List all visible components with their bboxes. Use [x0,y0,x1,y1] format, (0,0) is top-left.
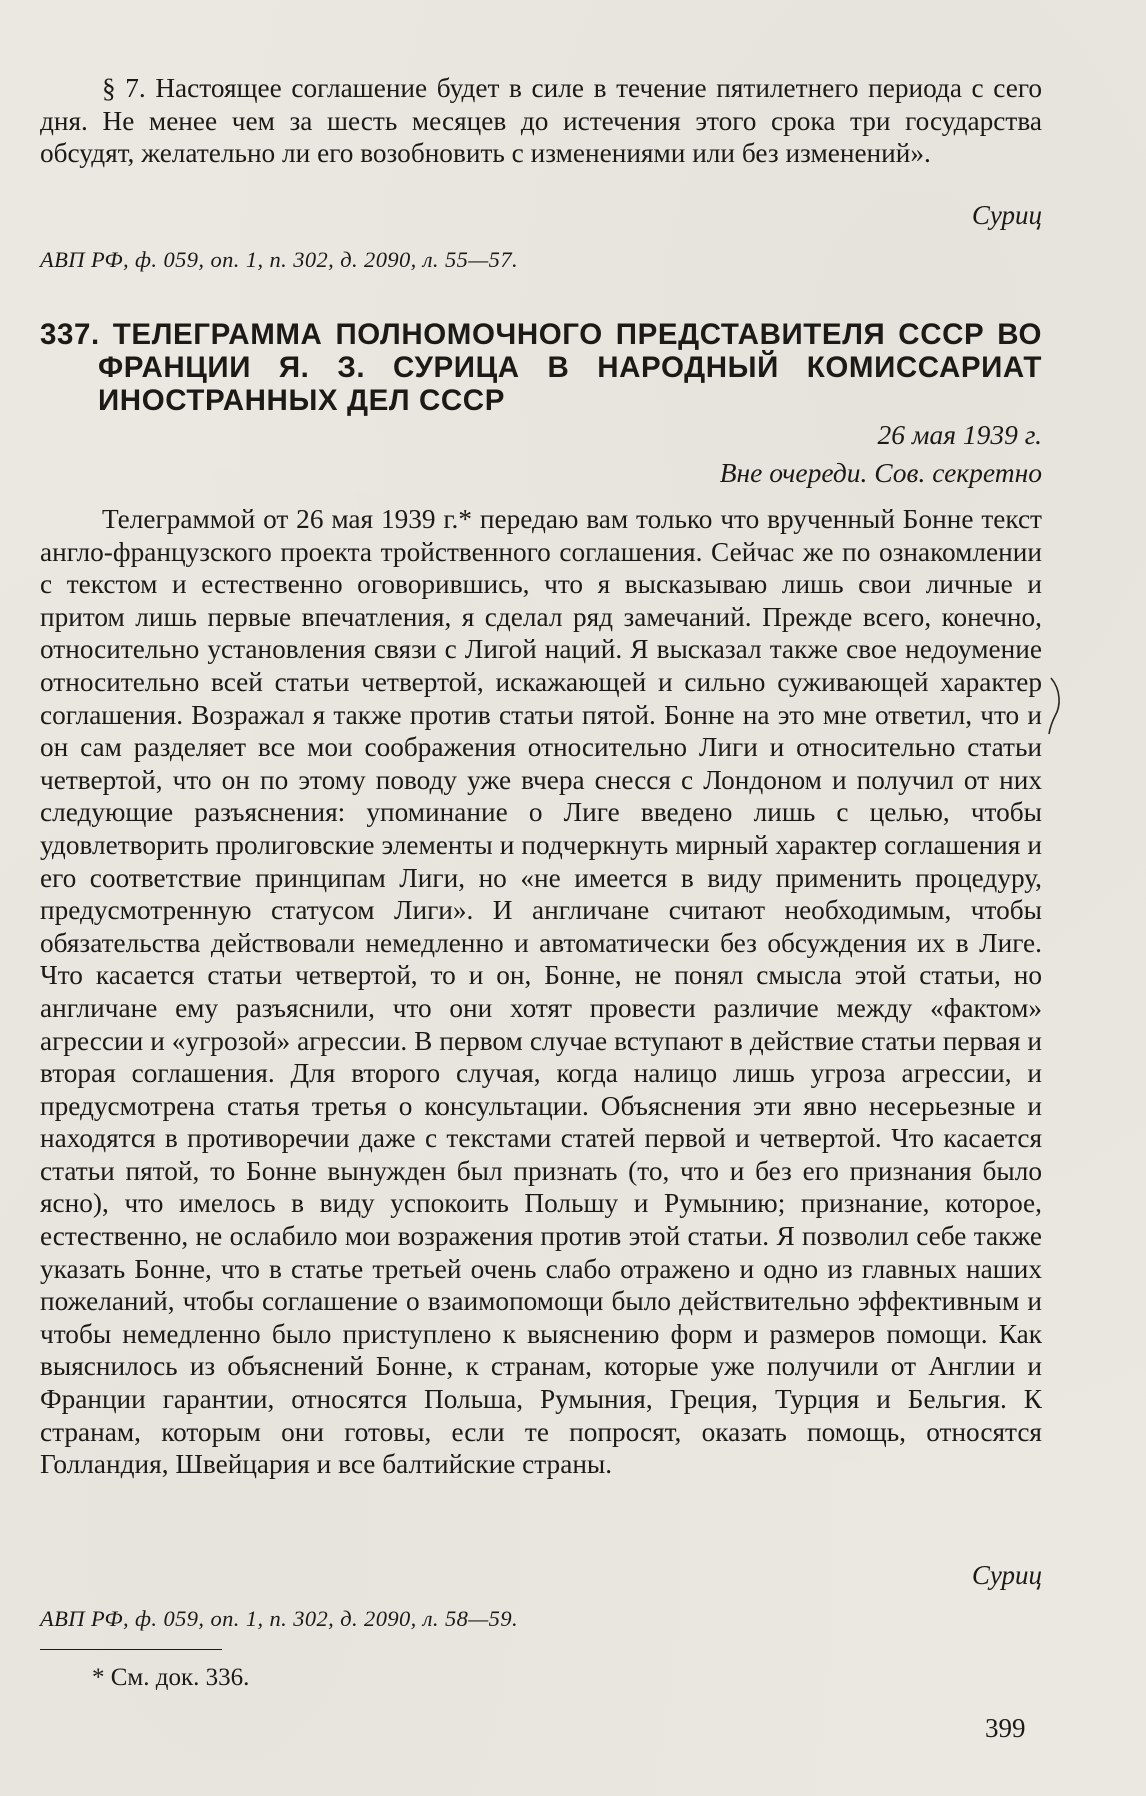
archive-reference-1: АВП РФ, ф. 059, оп. 1, п. 302, д. 2090, л. 55—57. [40,247,518,272]
signature-suritz-1: Суриц [971,200,1042,230]
margin-pencil-mark-icon [1047,676,1067,736]
archive-ref-block-1 [40,247,1042,273]
document-heading-block [40,318,1042,417]
signature-suritz-2: Суриц [971,1560,1042,1590]
archive-ref-block-2 [40,1606,1042,1632]
document-body-paragraph: Телеграммой от 26 мая 1939 г.* передаю вам только что врученный Бонне текст англо-французского проекта тройственного соглашения. Сейчас же по ознакомлении с текстом и естественно оговорившись, что я высказываю лишь свои личные и притом лишь первые впечатления, я сделал ряд замечаний. Прежде всего, конечно, относительно установления связи с Лигой наций. Я высказал также свое недоумение относительно всей статьи четвертой, искажающей и сильно суживающей характер соглашения. Возражал я также против статьи пятой. Бонне на это мне ответил, что и он сам разделяет все мои соображения относительно Лиги и относительно статьи четвертой, что он по этому поводу уже вчера снесся с Лондоном и получил от них следующие разъяснения: упоминание о Лиге введено лишь с целью, чтобы удовлетворить пролиговские элементы и подчеркнуть мирный характер соглашения и его соответствие принципам Лиги, но «не имеется в виду применить процедуру, предусмотренную статусом Лиги». И англичане считают необходимым, чтобы обязательства действовали немедленно и автоматически без обсуждения их в Лиге. Что касается статьи четвертой, то и он, Бонне, не понял смысла этой статьи, но англичане ему разъяснили, что они хотят провести различие между «фактом» агрессии и «угрозой» агрессии. В первом случае вступают в действие статьи первая и вторая соглашения. Для второго случая, когда налицо лишь угроза агрессии, и предусмотрена статья третья о консультации. Объяснения эти явно несерьезные и находятся в противоречии даже с текстами статей первой и четвертой. Что касается статьи пятой, то Бонне вынужден был признать (то, что и без его признания было ясно), что имелось в виду успокоить Польшу и Румынию; признание, которое, естественно, не ослабило мои возражения против этой статьи. Я позволил себе также указать Бонне, что в статье третьей очень слабо отражено и одно из главных наших пожеланий, чтобы соглашение о взаимопомощи было действительно эффективным и чтобы немедленно было приступлено к выяснению форм и размеров помощи. Как выяснилось из объяснений Бонне, к странам, которые уже получили от Англии и Франции гарантии, относятся Польша, Румыния, Греция, Турция и Бельгия. К странам, которым они готовы, если те попросят, оказать помощь, относятся Голландия, Швейцария и все балтийские страны. [40,504,1042,1480]
document-date: 26 мая 1939 г. [877,419,1042,450]
page-number: 399 [985,1713,1026,1743]
document-heading: 337. ТЕЛЕГРАММА ПОЛНОМОЧНОГО ПРЕДСТАВИТЕЛЯ СССР ВО ФРАНЦИИ Я. З. СУРИЦА В НАРОДНЫЙ КОМИССАРИАТ ИНОСТРАННЫХ ДЕЛ СССР [40,318,1042,417]
section-7-paragraph: § 7. Настоящее соглашение будет в силе в течение пятилетнего периода с сего дня. Не менее чем за шесть месяцев до истечения этого срока три государства обсудят, желательно ли его возобновить с изменениями или без изменений». [40,73,1042,169]
section-7-signature-block [40,200,1042,231]
archive-reference-2: АВП РФ, ф. 059, оп. 1, п. 302, д. 2090, л. 58—59. [40,1606,518,1631]
footnote-divider [40,1649,222,1650]
document-signature-block [40,1560,1042,1591]
section-7-block [40,72,1042,170]
document-classification: Вне очереди. Сов. секретно [719,457,1042,488]
footnote: * См. док. 336. [92,1664,250,1691]
document-body-block [40,503,1042,1481]
document-meta-block [40,419,1042,489]
